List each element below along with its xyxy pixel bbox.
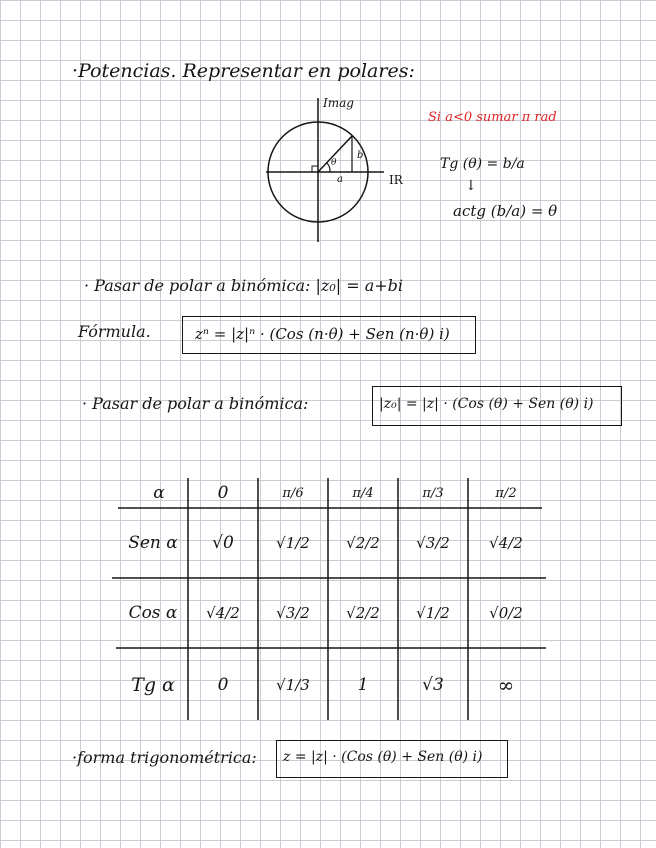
imag-axis-label: Imag (323, 96, 354, 110)
table-cell: √2/2 (346, 604, 380, 622)
trig-form-formula: z = |z| · (Cos (θ) + Sen (θ) i) (283, 749, 483, 765)
arrow-down-icon: ↓ (465, 178, 477, 194)
modulus-formula: |z₀| = |z| · (Cos (θ) + Sen (θ) i) (379, 396, 594, 412)
table-cell: √4/2 (489, 534, 523, 552)
trig-form-box (276, 740, 508, 778)
formula-label: Fórmula. (78, 322, 151, 341)
table-cell: √1/2 (416, 604, 450, 622)
power-formula: zⁿ = |z|ⁿ · (Cos (n·θ) + Sen (n·θ) i) (195, 325, 450, 343)
table-cell: √0 (212, 533, 234, 553)
row-label-tg: Tg α (131, 674, 175, 696)
table-cell: √4/2 (206, 604, 240, 622)
table-cell: √3/2 (416, 534, 450, 552)
trig-form-label: ·forma trigonométrica: (72, 748, 257, 767)
table-cell: ∞ (497, 673, 515, 697)
row-label-cos: Cos α (128, 603, 178, 623)
real-axis-label: IR (389, 173, 403, 187)
table-cell: √1/2 (276, 534, 310, 552)
table-cell: √1/3 (276, 676, 310, 694)
table-header-alpha: α (153, 483, 165, 503)
table-header-pi3: π/3 (422, 485, 444, 501)
table-cell: 0 (217, 675, 229, 695)
page-title: ·Potencias. Representar en polares: (72, 60, 415, 82)
table-header-pi6: π/6 (282, 485, 304, 501)
theta-label: θ (331, 158, 337, 168)
b-label: b (357, 150, 364, 161)
a-label: a (337, 174, 343, 185)
arctangent-formula: actg (b/a) = θ (453, 202, 558, 220)
table-cell: √3/2 (276, 604, 310, 622)
table-header-pi4: π/4 (352, 485, 374, 501)
negative-a-rule: Si a<0 sumar π rad (428, 110, 557, 125)
table-header-0: 0 (217, 483, 229, 503)
table-cell: √0/2 (489, 604, 523, 622)
table-cell: √3 (422, 675, 444, 695)
tangent-formula: Tg (θ) = b/a (440, 156, 525, 172)
table-header-pi2: π/2 (495, 485, 517, 501)
table-cell: 1 (357, 675, 369, 695)
table-cell: √2/2 (346, 534, 380, 552)
polar-to-binomial-note: · Pasar de polar a binómica: |z₀| = a+bi (84, 276, 403, 295)
row-label-sen: Sen α (128, 533, 178, 553)
polar-to-binomial-note-2: · Pasar de polar a binómica: (82, 394, 309, 413)
